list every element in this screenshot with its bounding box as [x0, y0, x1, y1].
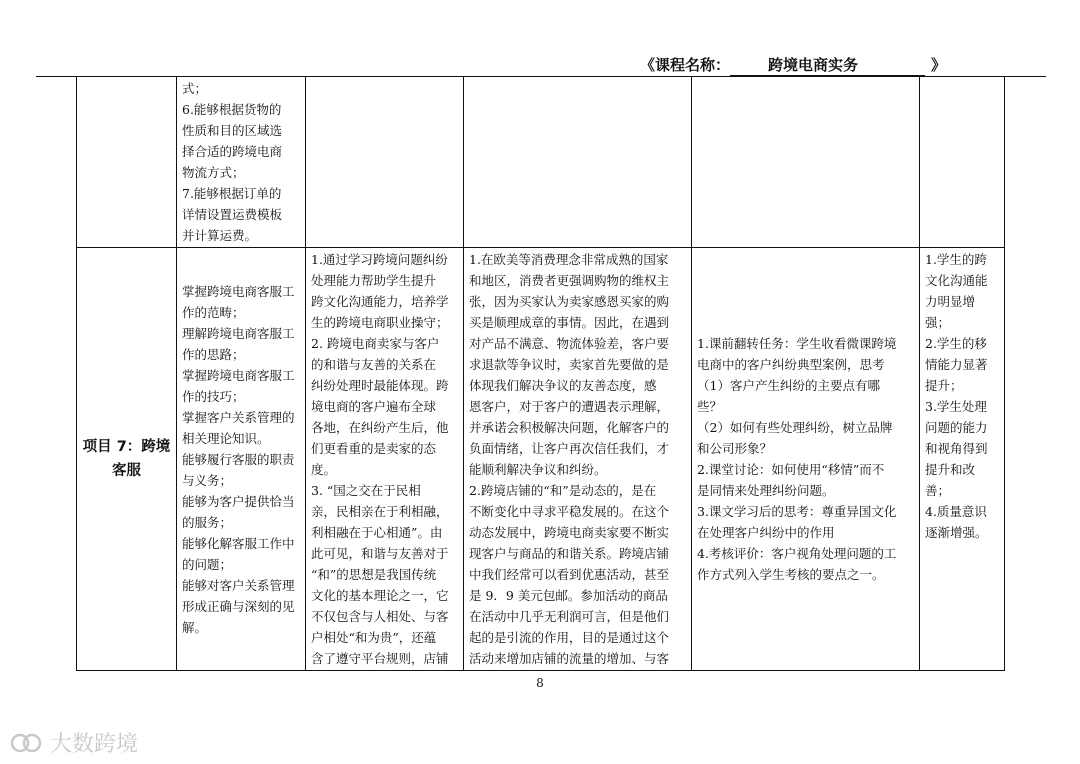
outcome-line: 3.学生处理 [925, 399, 987, 414]
ideology-line: 3. “国之交在于民相 [311, 483, 421, 498]
ideology-line: 纠纷处理时最能体现。跨 [311, 378, 449, 393]
ideology-line: 的和谐与友善的关系在 [311, 357, 437, 372]
objective-line: 物流方式； [182, 165, 245, 180]
objective-item: 能够对客户关系管理形成正确与深刻的见解。 [182, 577, 295, 635]
objective-line: 性质和目的区域选 [182, 123, 283, 138]
case-line: 对产品不满意、物流体验差，客户要 [469, 336, 670, 351]
case-line: 负面情绪，让客户再次信任我们，才 [469, 441, 670, 456]
page-number: 8 [536, 676, 544, 690]
course-table [76, 76, 1005, 671]
case-line: 不断变化中寻求平稳发展的。在这个 [469, 504, 670, 519]
outcome-line: 和视角得到 [925, 441, 988, 456]
case-line: 是 9．9 美元包邮。参加活动的商品 [469, 588, 668, 603]
methods-cell [692, 248, 920, 671]
case-line: 恩客户，对于客户的遭遇表示理解， [469, 399, 670, 414]
objective-item: 能够化解客服工作中的问题； [182, 535, 295, 572]
ideology-line: 含了遵守平台规则，店铺 [311, 651, 449, 666]
ideology-line: 文化的基本理论之一，它 [311, 588, 449, 603]
objective-line: 7.能够根据订单的 [182, 186, 282, 201]
outcome-line: 强； [925, 315, 951, 330]
ideology-line: 度。 [311, 462, 337, 477]
table-row-previous [77, 77, 1005, 248]
method-line: 3.课文学习后的思考：尊重异国文化 [697, 504, 897, 519]
prev-methods-cell [692, 77, 920, 248]
outcome-line: 文化沟通能 [925, 273, 988, 288]
case-line: 中我们经常可以看到优惠活动，甚至 [469, 567, 670, 582]
outcome-line: 2.学生的移 [925, 336, 987, 351]
case-line: 现客户与商品的和谐关系。跨境店铺 [469, 546, 670, 561]
case-line: 动态发展中，跨境电商卖家要不断实 [469, 525, 670, 540]
outcome-line: 逐渐增强。 [925, 525, 988, 540]
outcome-line: 提升； [925, 378, 963, 393]
header-prefix: 《课程名称： [640, 56, 731, 74]
watermark-text: 大数跨境 [50, 732, 139, 757]
project-title: 项目 7：跨境客服 [82, 439, 171, 479]
ideology-line: 利相融在于心相通”。由 [311, 525, 443, 540]
prev-project-cell [77, 77, 177, 248]
ideology-line: 2. 跨境电商卖家与客户 [311, 336, 440, 351]
outcome-line: 4.质量意识 [925, 504, 987, 519]
method-line: 在处理客户纠纷中的作用 [697, 525, 835, 540]
outcome-line: 提升和改 [925, 462, 976, 477]
method-line: （1）客户产生纠纷的主要点有哪 [697, 378, 880, 393]
ideology-line: 1.通过学习跨境问题纠纷 [311, 252, 448, 267]
case-line: 在活动中几乎无利润可言，但是他们 [469, 609, 670, 624]
method-line: 2.课堂讨论：如何使用“移情”而不 [697, 462, 885, 477]
header-suffix: 》 [931, 56, 947, 74]
case-line: 能顺利解决争议和纠纷。 [469, 462, 607, 477]
objective-item: 能够为客户提供恰当的服务； [182, 493, 295, 530]
outcome-line: 1.学生的跨 [925, 252, 987, 267]
objective-item: 掌握跨境电商客服工作的技巧； [182, 367, 295, 404]
watermark-logo-icon [10, 730, 44, 756]
objective-item: 掌握跨境电商客服工作的范畴； [182, 283, 295, 320]
case-line: 张，因为买家认为卖家感恩买家的购 [469, 294, 670, 309]
objective-line: 式； [182, 81, 208, 96]
table-row-project-7 [77, 248, 1005, 671]
watermark [10, 727, 138, 758]
ideology-cell [306, 248, 464, 671]
ideology-line: 户相处“和为贵”，还蕴 [311, 630, 437, 645]
objective-line: 择合适的跨境电商 [182, 144, 283, 159]
project-title-cell [77, 248, 177, 671]
ideology-line: 不仅包含与人相处、与客 [311, 609, 449, 624]
outcome-line: 情能力显著 [925, 357, 988, 372]
method-line: 和公司形象？ [697, 441, 773, 456]
case-line: 活动来增加店铺的流量的增加、与客 [469, 651, 670, 666]
method-line: 电商中的客户纠纷典型案例，思考 [697, 357, 885, 372]
ideology-line: 亲，民相亲在于利相融， [311, 504, 449, 519]
course-name: 跨境电商实务 [730, 54, 925, 76]
case-line: 买是顺理成章的事情。因此，在遇到 [469, 315, 670, 330]
objective-line: 详情设置运费模板 [182, 207, 283, 222]
method-line: 4.考核评价：客户视角处理问题的工 [697, 546, 897, 561]
outcome-line: 问题的能力 [925, 420, 988, 435]
prev-objectives-cell [177, 77, 306, 248]
outcome-line: 力明显增 [925, 294, 976, 309]
case-line: 求退款等争议时，卖家首先要做的是 [469, 357, 670, 372]
prev-ideology-cell [306, 77, 464, 248]
case-line: 并承诺会积极解决问题，化解客户的 [469, 420, 670, 435]
ideology-line: 境电商的客户遍布全球 [311, 399, 437, 414]
objective-item: 掌握客户关系管理的相关理论知识。 [182, 409, 295, 446]
case-line: 2.跨境店铺的“和”是动态的，是在 [469, 483, 657, 498]
outcome-line: 善； [925, 483, 951, 498]
objective-line: 并计算运费。 [182, 228, 258, 243]
case-line: 1.在欧美等消费理念非常成熟的国家 [469, 252, 669, 267]
ideology-line: 生的跨境电商职业操守； [311, 315, 449, 330]
method-line: 作方式列入学生考核的要点之一。 [697, 567, 885, 582]
ideology-line: 们更看重的是卖家的态 [311, 441, 437, 456]
cases-cell [464, 248, 692, 671]
objective-item: 理解跨境电商客服工作的思路； [182, 325, 295, 362]
objective-line: 6.能够根据货物的 [182, 102, 282, 117]
case-line: 体现我们解决争议的友善态度，感 [469, 378, 657, 393]
case-line: 起的是引流的作用，目的是通过这个 [469, 630, 670, 645]
course-header [640, 54, 946, 76]
objectives-cell [177, 248, 306, 671]
case-line: 和地区，消费者更强调购物的维权主 [469, 273, 670, 288]
prev-outcomes-cell [920, 77, 1005, 248]
ideology-line: “和”的思想是我国传统 [311, 567, 437, 582]
method-line: 些？ [697, 399, 723, 414]
prev-cases-cell [464, 77, 692, 248]
ideology-line: 此可见，和谐与友善对于 [311, 546, 449, 561]
objective-item: 能够履行客服的职责与义务； [182, 451, 295, 488]
ideology-line: 处理能力帮助学生提升 [311, 273, 437, 288]
outcomes-cell [920, 248, 1005, 671]
ideology-line: 各地，在纠纷产生后，他 [311, 420, 449, 435]
method-line: （2）如何有些处理纠纷，树立品牌 [697, 420, 893, 435]
method-line: 是同情来处理纠纷问题。 [697, 483, 835, 498]
method-line: 1.课前翻转任务：学生收看微课跨境 [697, 336, 897, 351]
ideology-line: 跨文化沟通能力，培养学 [311, 294, 449, 309]
